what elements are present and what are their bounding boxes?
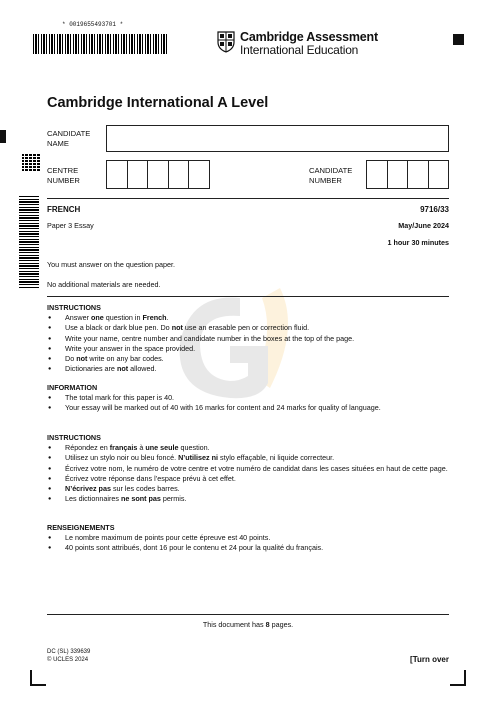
bullet-item: ● Use a black or dark blue pen. Do not use an erasable pen or correction fluid. — [47, 323, 451, 333]
must-answer-note: You must answer on the question paper. — [47, 260, 175, 269]
candidate-number-label: CANDIDATE NUMBER — [309, 166, 353, 185]
candidate-name-label: CANDIDATE NAME — [47, 129, 91, 148]
bullet-item: ● Répondez en français à une seule question. — [47, 443, 451, 453]
bullet-item: ● Dictionaries are not allowed. — [47, 364, 451, 374]
qr-code — [22, 153, 40, 171]
paper-name: Paper 3 Essay — [47, 221, 94, 230]
bullet-item: ● Écrivez votre nom, le numéro de votre centre et votre numéro de candidat dans les cases situées en haut de cette page. — [47, 464, 451, 474]
divider — [47, 296, 449, 297]
candidate-number-field[interactable] — [366, 160, 449, 189]
paper-code: 9716/33 — [420, 205, 449, 214]
bullet-item: ● Écrivez votre réponse dans l’espace prévu à cet effet. — [47, 474, 451, 484]
logo-line1: Cambridge Assessment — [240, 30, 378, 44]
session: May/June 2024 — [398, 221, 449, 230]
divider — [47, 198, 449, 199]
section-heading: INSTRUCTIONS — [47, 303, 101, 312]
reference-code: DC (SL) 339639 — [47, 649, 91, 655]
page-count-text: This document has — [202, 620, 266, 629]
information-en — [47, 383, 451, 414]
section-heading: INFORMATION — [47, 383, 98, 392]
instructions-fr — [47, 433, 451, 505]
turn-over: [Turn over — [410, 655, 449, 664]
materials-note: No additional materials are needed. — [47, 280, 161, 289]
copyright: © UCLES 2024 — [47, 657, 89, 663]
bullet-item: ● Utilisez un stylo noir ou bleu foncé. N’utilisez ni stylo effaçable, ni liquide correcteur. — [47, 453, 451, 463]
instructions-en — [47, 303, 451, 375]
bullet-item: ● Write your answer in the space provided. — [47, 344, 451, 354]
bullet-item: ● Write your name, centre number and candidate number in the boxes at the top of the page. — [47, 334, 451, 344]
page-count-suffix: pages. — [269, 620, 294, 629]
registration-mark — [453, 34, 464, 45]
cambridge-crest-icon — [217, 31, 235, 53]
bullet-item: ● Le nombre maximum de points pour cette épreuve est 40 points. — [47, 533, 451, 543]
duration: 1 hour 30 minutes — [387, 238, 449, 247]
bullet-item: ● The total mark for this paper is 40. — [47, 393, 451, 403]
bullet-item: ● Answer one question in French. — [47, 313, 451, 323]
side-barcode — [19, 196, 39, 288]
page-title: Cambridge International A Level — [47, 95, 269, 111]
bullet-item: ● Do not write on any bar codes. — [47, 354, 451, 364]
crop-mark — [30, 684, 46, 686]
information-fr — [47, 523, 451, 554]
divider — [47, 614, 449, 615]
bullet-item: ● Les dictionnaires ne sont pas permis. — [47, 494, 451, 504]
bullet-item: ● Your essay will be marked out of 40 with 16 marks for content and 24 marks for quality of language. — [47, 403, 451, 413]
barcode-number: * 0019655493701 * — [62, 21, 124, 28]
page-count — [0, 620, 496, 630]
section-heading: RENSEIGNEMENTS — [47, 523, 115, 532]
centre-number-field[interactable] — [106, 160, 210, 189]
logo-line2: International Education — [240, 43, 359, 57]
top-barcode — [33, 34, 168, 54]
registration-mark-left — [0, 130, 6, 143]
section-heading: INSTRUCTIONS — [47, 433, 101, 442]
page-count-number: 8 — [265, 620, 270, 629]
crop-mark — [450, 684, 466, 686]
bullet-item: ● N’écrivez pas sur les codes barres. — [47, 484, 451, 494]
bullet-item: ● 40 points sont attribués, dont 16 pour le contenu et 24 pour la qualité du français. — [47, 543, 451, 553]
candidate-name-field[interactable] — [106, 125, 449, 152]
subject: FRENCH — [47, 205, 81, 214]
centre-number-label: CENTRE NUMBER — [47, 166, 80, 185]
